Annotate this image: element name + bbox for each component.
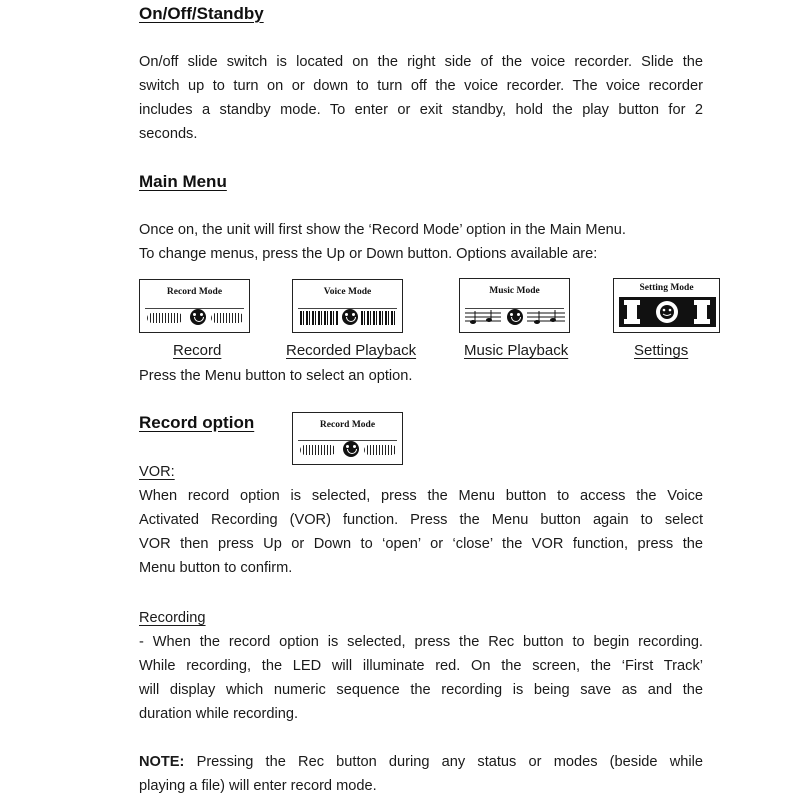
waveform-right: [364, 445, 397, 455]
screen-label: Voice Mode: [323, 287, 372, 297]
smiley-icon: [342, 309, 358, 325]
bars-right: [361, 311, 397, 325]
vor-paragraph: [139, 484, 703, 580]
screen-waveform: [298, 440, 397, 459]
screen-waveform: [145, 308, 244, 327]
text-line: Once on, the unit will first show the ‘Record Mode’ option in the Main Menu.: [139, 222, 626, 238]
bars-left: [300, 311, 338, 325]
onoff-paragraph: [139, 50, 703, 146]
menu-select-note: Press the Menu button to select an option.: [139, 368, 413, 384]
text-line: duration while recording.: [139, 706, 298, 722]
note-text: Pressing the Rec button during any status or modes (beside while: [184, 754, 703, 770]
setting-mode-screen: [613, 278, 720, 333]
text-line: Activated Recording (VOR) function. Press the Menu button again to select: [139, 512, 703, 528]
screen-label: Record Mode: [166, 287, 223, 297]
text-line: playing a file) will enter record mode.: [139, 778, 377, 794]
screen-bars: [298, 308, 397, 327]
caption-music-playback: Music Playback: [464, 342, 569, 359]
vor-title: VOR:: [139, 464, 175, 480]
text-line: will display which numeric sequence the recording is being save as and the: [139, 682, 703, 698]
smiley-icon: [190, 309, 206, 325]
section-title-main-menu: Main Menu: [139, 172, 227, 191]
smiley-icon: [343, 441, 359, 457]
text-line: VOR then press Up or Down to ‘open’ or ‘close’ the VOR function, press the: [139, 536, 703, 552]
music-mode-screen: [459, 278, 570, 333]
waveform-right: [211, 313, 244, 323]
caption-record: Record: [173, 342, 222, 359]
text-line: seconds.: [139, 126, 198, 142]
text-line: - When the record option is selected, press the Rec button to begin recording.: [139, 634, 703, 650]
waveform-left: [147, 313, 183, 323]
section-title-onoff: On/Off/Standby: [139, 4, 264, 23]
text-line: On/off slide switch is located on the right side of the voice recorder. Slide the: [139, 54, 703, 70]
waveform-left: [300, 445, 336, 455]
text-line: When record option is selected, press the Menu button to access the Voice: [139, 488, 703, 504]
section-title-record-option: Record option: [139, 413, 255, 432]
main-menu-paragraph: [139, 218, 709, 266]
caption-settings: Settings: [634, 342, 689, 359]
screen-label: Music Mode: [489, 286, 540, 296]
text-line: includes a standby mode. To enter or exit standby, hold the play button for 2: [139, 102, 703, 118]
record-mode-screen: [139, 279, 250, 333]
wrench-gear-icon: [619, 297, 716, 327]
note-paragraph: [139, 750, 703, 798]
text-line: To change menus, press the Up or Down button. Options available are:: [139, 246, 598, 262]
caption-recorded-playback: Recorded Playback: [286, 342, 417, 359]
recording-paragraph: [139, 630, 703, 726]
text-line: switch up to turn on or down to turn off the voice recorder. The voice recorder: [139, 78, 703, 94]
voice-mode-screen: [292, 279, 403, 333]
screen-label: Setting Mode: [639, 283, 694, 293]
smiley-icon: [507, 309, 523, 325]
record-mode-screen: [292, 412, 403, 465]
recording-title: Recording: [139, 610, 206, 626]
text-line: While recording, the LED will illuminate red. On the screen, the ‘First Track’: [139, 658, 703, 674]
text-line: Menu button to confirm.: [139, 560, 293, 576]
screen-label: Record Mode: [319, 420, 376, 430]
screen-music: [465, 308, 564, 327]
note-label: NOTE:: [139, 754, 185, 770]
note-line: [139, 750, 703, 774]
